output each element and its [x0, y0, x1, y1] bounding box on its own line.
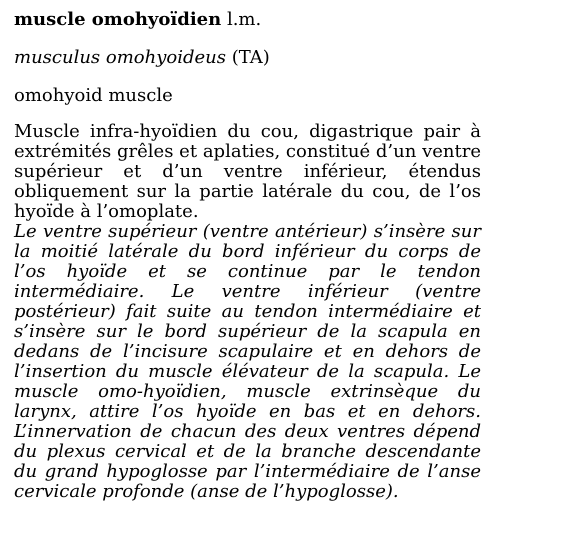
dictionary-entry	[14, 8, 481, 502]
definition-text: Muscle infra-hyoïdien du cou, digastrique pair à extrémités grêles et aplaties, constitué d’un ventre supérieur et d’un ventre inférieur, étendus obliquement sur la partie latérale du cou, de l’os hyoïde à l’omoplate.	[14, 121, 481, 222]
latin-term: musculus omohyoideus	[14, 47, 226, 68]
latin-source: (TA)	[231, 47, 270, 68]
description-text: Le ventre supérieur (ventre antérieur) s’insère sur la moitié latérale du bord inférieur du corps de l’os hyoïde et se continue par le tendon intermédiaire. Le ventre inférieur (ventre postérieur) fait suite au tendon intermédiaire et s’insère sur le bord supérieur de la scapula en dedans de l’incisure scapulaire et en dehors de l’insertion du muscle élévateur de la scapula. Le muscle omo-hyoïdien, muscle extrinsèque du larynx, attire l’os hyoïde en bas et en dehors. L’innervation de chacun des deux ventres dépend du plexus cervical et de la branche descendante du grand hypoglosse par l’intermédiaire de l’anse cervicale profonde (anse de l’hypoglosse).	[14, 221, 481, 502]
headword-line	[14, 8, 481, 32]
gender-label: l.m.	[226, 9, 262, 30]
headword: muscle omohyoïdien	[14, 9, 222, 30]
latin-term-line	[14, 46, 481, 70]
english-term: omohyoid muscle	[14, 85, 173, 106]
